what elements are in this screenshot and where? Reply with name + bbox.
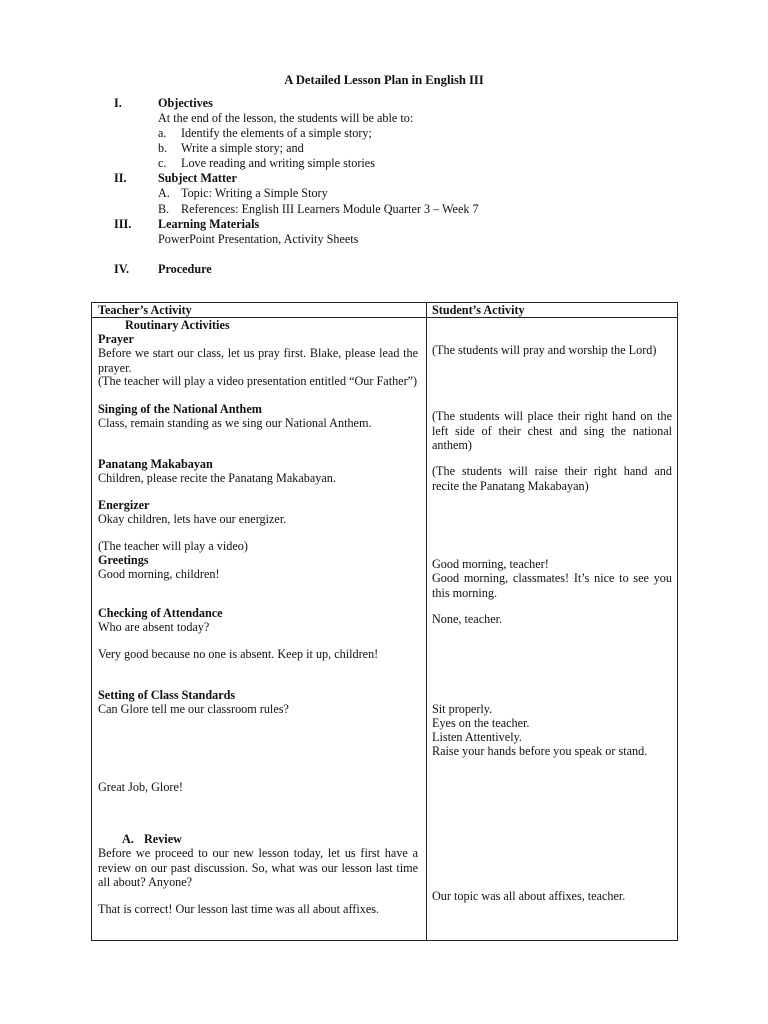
rule-item: Raise your hands before you speak or stand. — [432, 744, 648, 758]
standards-heading: Setting of Class Standards — [98, 688, 236, 702]
section-number-subject-matter: II. — [114, 171, 127, 185]
panatang-student-response: (The students will raise their right hand and recite the Panatang Makabayan) — [432, 464, 672, 493]
subject-item-topic: Topic: Writing a Simple Story — [181, 186, 328, 200]
review-heading: Review — [144, 832, 182, 846]
rule-item: Sit properly. — [432, 702, 493, 716]
section-title-subject-matter: Subject Matter — [158, 171, 237, 185]
rule-item: Eyes on the teacher. — [432, 716, 530, 730]
attendance-heading: Checking of Attendance — [98, 606, 223, 620]
objective-item: Love reading and writing simple stories — [181, 156, 375, 170]
objective-item: Identify the elements of a simple story; — [181, 126, 372, 140]
anthem-teacher-text: Class, remain standing as we sing our National Anthem. — [98, 416, 372, 430]
standards-teacher-question: Can Glore tell me our classroom rules? — [98, 702, 289, 716]
subject-letter: A. — [158, 186, 170, 200]
section-title-objectives: Objectives — [158, 96, 213, 110]
panatang-heading: Panatang Makabayan — [98, 457, 213, 471]
anthem-heading: Singing of the National Anthem — [98, 402, 262, 416]
objective-letter: c. — [158, 156, 167, 170]
review-teacher-response: That is correct! Our lesson last time was all about affixes. — [98, 902, 380, 916]
objective-letter: a. — [158, 126, 167, 140]
review-teacher-question: Before we proceed to our new lesson today, let us first have a review on our past discussion. So, what was our lesson last time all about? Anyone? — [98, 846, 418, 890]
prayer-teacher-note: (The teacher will play a video presentation entitled “Our Father”) — [98, 374, 418, 388]
energizer-heading: Energizer — [98, 498, 150, 512]
section-number-materials: III. — [114, 217, 132, 231]
materials-text: PowerPoint Presentation, Activity Sheets — [158, 232, 359, 246]
greetings-student-response-2: Good morning, classmates! It’s nice to see you this morning. — [432, 571, 672, 600]
objective-item: Write a simple story; and — [181, 141, 304, 155]
document-title: A Detailed Lesson Plan in English III — [284, 73, 484, 87]
review-student-response: Our topic was all about affixes, teacher. — [432, 889, 626, 903]
energizer-teacher-note: (The teacher will play a video) — [98, 539, 248, 553]
section-number-procedure: IV. — [114, 262, 130, 276]
greetings-teacher-text: Good morning, children! — [98, 567, 220, 581]
header-teacher-activity: Teacher’s Activity — [98, 303, 192, 317]
standards-teacher-praise: Great Job, Glore! — [98, 780, 183, 794]
prayer-teacher-text: Before we start our class, let us pray first. Blake, please lead the prayer. — [98, 346, 418, 375]
anthem-student-response: (The students will place their right hand on the left side of their chest and sing the national anthem) — [432, 409, 672, 453]
attendance-student-response: None, teacher. — [432, 612, 503, 626]
attendance-teacher-praise: Very good because no one is absent. Keep it up, children! — [98, 647, 379, 661]
attendance-teacher-question: Who are absent today? — [98, 620, 210, 634]
energizer-teacher-text: Okay children, lets have our energizer. — [98, 512, 287, 526]
section-title-materials: Learning Materials — [158, 217, 260, 231]
panatang-teacher-text: Children, please recite the Panatang Makabayan. — [98, 471, 336, 485]
header-student-activity: Student’s Activity — [432, 303, 525, 317]
routinary-heading: Routinary Activities — [125, 318, 230, 332]
subject-letter: B. — [158, 202, 170, 216]
prayer-heading: Prayer — [98, 332, 134, 346]
section-number-objectives: I. — [114, 96, 122, 110]
rule-item: Listen Attentively. — [432, 730, 522, 744]
objectives-intro: At the end of the lesson, the students will be able to: — [158, 111, 414, 125]
review-letter: A. — [122, 832, 134, 846]
greetings-student-response-1: Good morning, teacher! — [432, 557, 549, 571]
section-title-procedure: Procedure — [158, 262, 212, 276]
prayer-student-response: (The students will pray and worship the Lord) — [432, 343, 657, 357]
column-divider — [426, 303, 427, 940]
subject-item-references: References: English III Learners Module Quarter 3 – Week 7 — [181, 202, 479, 216]
activity-table — [91, 302, 678, 941]
greetings-heading: Greetings — [98, 553, 149, 567]
objective-letter: b. — [158, 141, 168, 155]
